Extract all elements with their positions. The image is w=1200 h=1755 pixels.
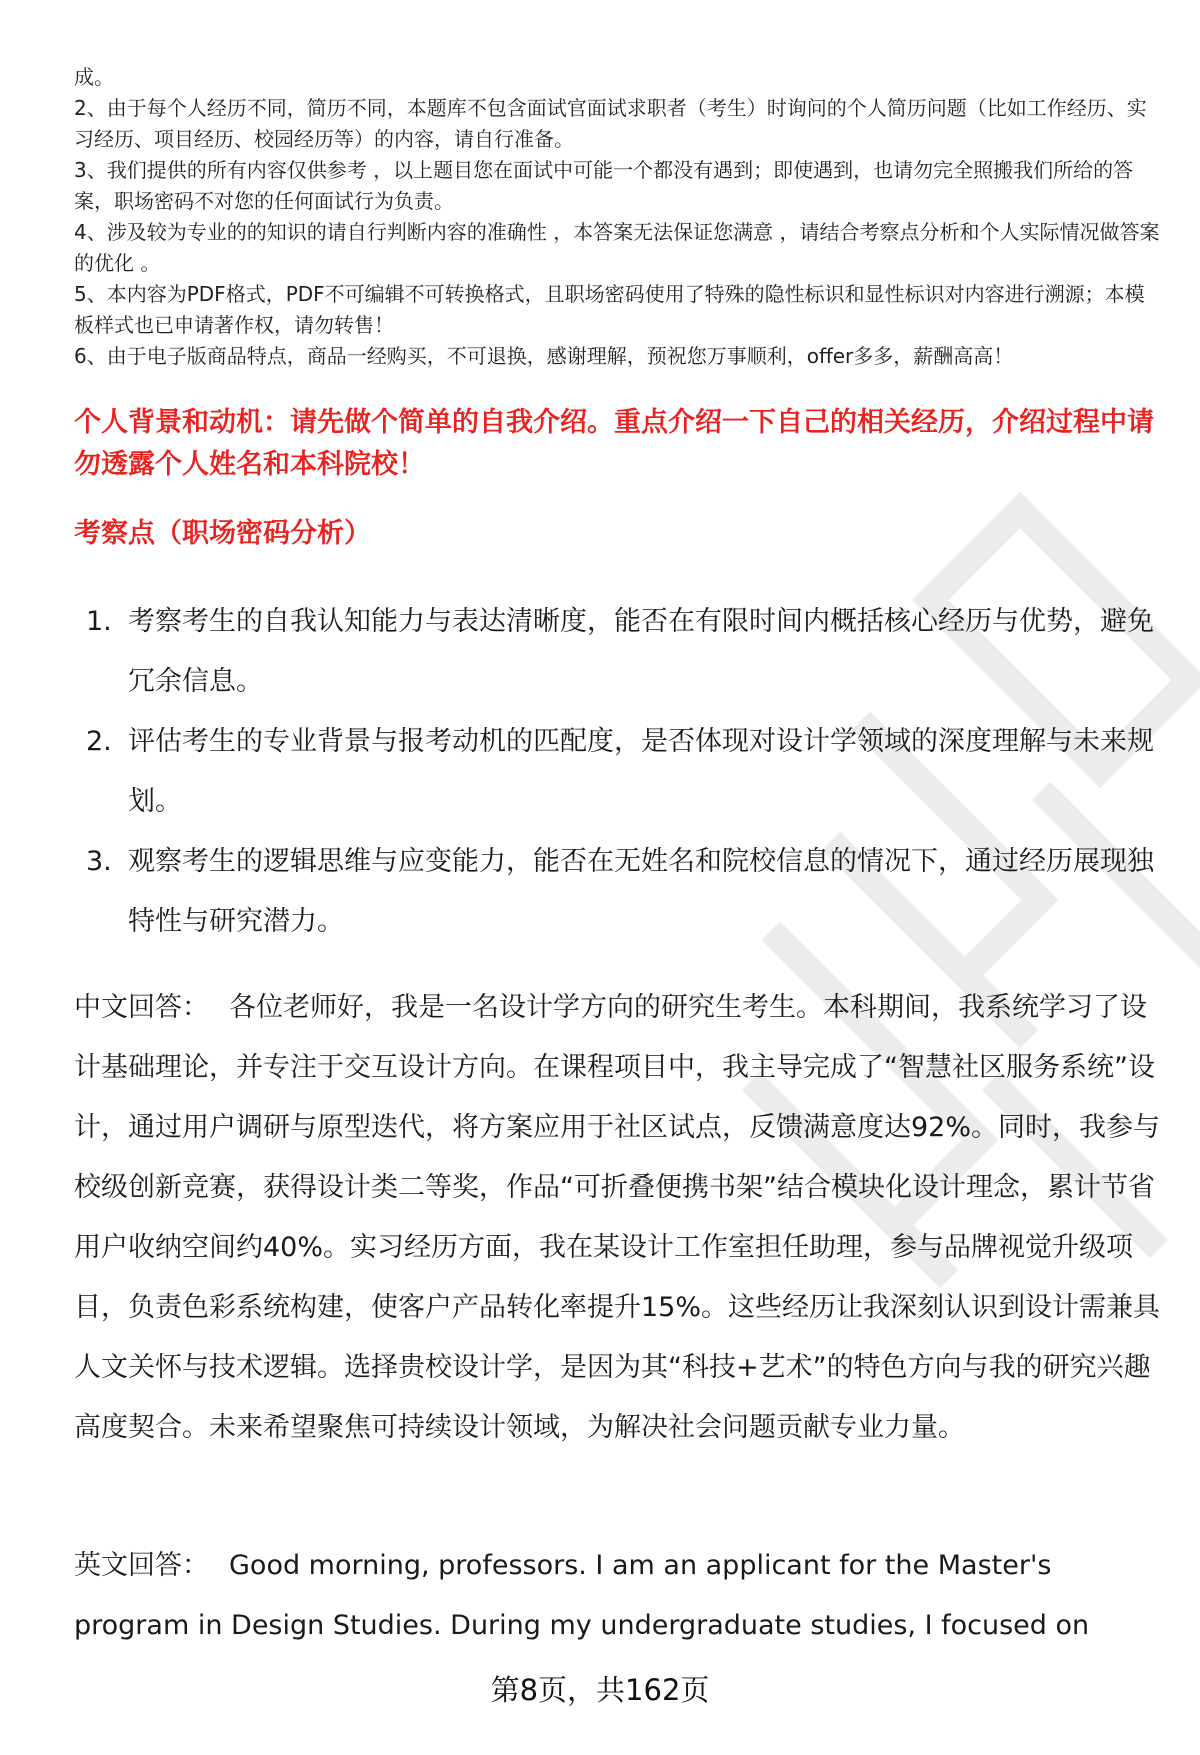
notice-list xyxy=(74,62,1164,372)
analysis-points xyxy=(74,592,1174,952)
analysis-point xyxy=(74,832,1174,952)
point-number: 3. xyxy=(86,846,112,877)
chinese-answer xyxy=(74,978,1164,1458)
english-answer-label: 英文回答： xyxy=(74,1550,209,1581)
notice-item: 成。 xyxy=(74,65,114,89)
analysis-point xyxy=(74,712,1174,832)
point-text: 评估考生的专业背景与报考动机的匹配度，是否体现对设计学领域的深度理解与未来规划。 xyxy=(128,726,1154,817)
notice-item: 3、我们提供的所有内容仅供参考 ，以上题目您在面试中可能一个都没有遇到；即使遇到，也请勿完全照搬我们所给的答案，职场密码不对您的任何面试行为负责。 xyxy=(74,158,1134,213)
notice-item: 6、由于电子版商品特点，商品一经购买，不可退换，感谢理解，预祝您万事顺利，offer多多，薪酬高高！ xyxy=(74,344,1014,368)
point-number: 2. xyxy=(86,726,112,757)
chinese-answer-label: 中文回答： xyxy=(74,992,209,1023)
point-text: 考察考生的自我认知能力与表达清晰度，能否在有限时间内概括核心经历与优势，避免冗余信息。 xyxy=(128,606,1154,697)
english-answer-text: Good morning, professors. I am an applicant for the Master's program in Design Studies. During my undergraduate studies, I focused on xyxy=(74,1550,1090,1641)
point-text: 观察考生的逻辑思维与应变能力，能否在无姓名和院校信息的情况下，通过经历展现独特性与研究潜力。 xyxy=(128,846,1154,937)
chinese-answer-text: 各位老师好，我是一名设计学方向的研究生考生。本科期间，我系统学习了设计基础理论，并专注于交互设计方向。在课程项目中，我主导完成了“智慧社区服务系统”设计，通过用户调研与原型迭代，将方案应用于社区试点，反馈满意度达92%。同时，我参与校级创新竞赛，获得设计类二等奖，作品“可折叠便携书架”结合模块化设计理念，累计节省用户收纳空间约40%。实习经历方面，我在某设计工作室担任助理，参与品牌视觉升级项目，负责色彩系统构建，使客户产品转化率提升15%。这些经历让我深刻认识到设计需兼具人文关怀与技术逻辑。选择贵校设计学，是因为其“科技+艺术”的特色方向与我的研究兴趣高度契合。未来希望聚焦可持续设计领域，为解决社会问题贡献专业力量。 xyxy=(74,992,1161,1443)
notice-item: 4、涉及较为专业的的知识的请自行判断内容的准确性 ，本答案无法保证您满意 ，请结合考察点分析和个人实际情况做答案的优化 。 xyxy=(74,220,1160,275)
page-number: 第8页，共162页 xyxy=(490,1673,710,1707)
english-answer xyxy=(74,1536,1164,1656)
analysis-heading: 考察点（职场密码分析） xyxy=(74,518,371,549)
notice-item: 2、由于每个人经历不同，简历不同，本题库不包含面试官面试求职者（考生）时询问的个人简历问题（比如工作经历、实习经历、项目经历、校园经历等）的内容，请自行准备。 xyxy=(74,96,1147,151)
question-heading: 个人背景和动机：请先做个简单的自我介绍。重点介绍一下自己的相关经历，介绍过程中请勿透露个人姓名和本科院校！ xyxy=(74,407,1154,480)
notice-item: 5、本内容为PDF格式，PDF不可编辑不可转换格式，且职场密码使用了特殊的隐性标识和显性标识对内容进行溯源；本模板样式也已申请著作权，请勿转售！ xyxy=(74,282,1145,337)
point-number: 1. xyxy=(86,606,112,637)
analysis-point xyxy=(74,592,1174,712)
